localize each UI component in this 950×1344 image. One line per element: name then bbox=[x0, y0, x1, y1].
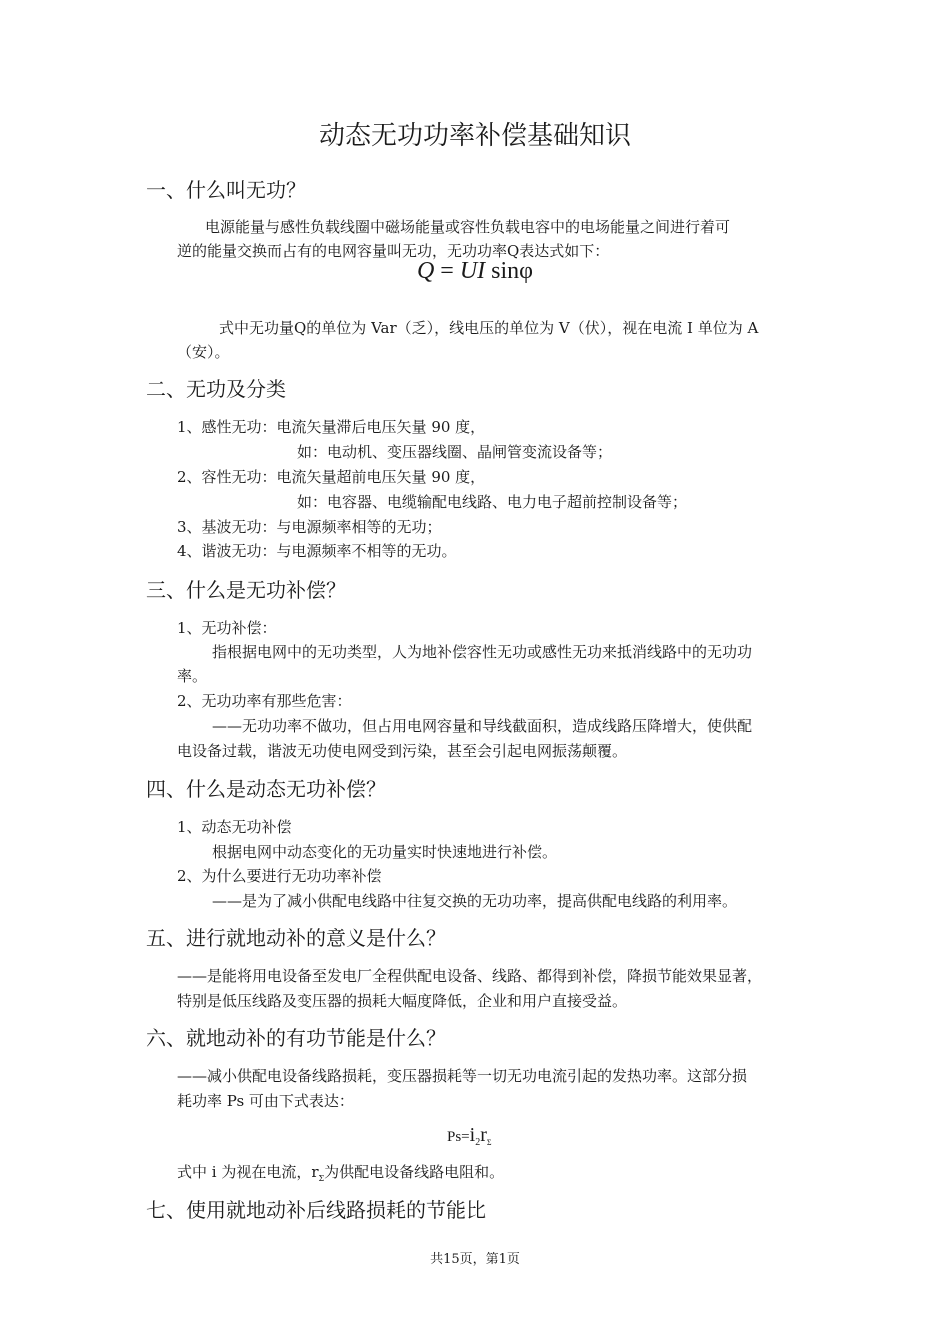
section-1-heading: 一、什么叫无功？ bbox=[146, 178, 306, 202]
harmonic-reactive-item: 4、谐波无功：与电源频率不相等的无功。 bbox=[177, 542, 457, 560]
formula-note-start: 式中 i 为视在电流，r bbox=[177, 1163, 319, 1181]
capacitive-reactive-item: 2、容性无功：电流矢量超前电压矢量 90 度， bbox=[177, 468, 486, 486]
fundamental-reactive-item: 3、基波无功：与电源频率相等的无功； bbox=[177, 518, 442, 536]
capacitive-reactive-examples: 如：电容器、电缆输配电线路、电力电子超前控制设备等； bbox=[297, 493, 688, 511]
section-2-heading: 二、无功及分类 bbox=[146, 377, 286, 401]
ps-r: r bbox=[480, 1124, 487, 1146]
formula-note bbox=[177, 1162, 504, 1189]
section-6-text-1: ——减小供配电设备线路损耗，变压器损耗等一切无功电流引起的发热功率。这部分损 bbox=[177, 1067, 748, 1085]
formula-equals: = bbox=[434, 258, 460, 284]
reactive-harm-text-2: 电设备过载，谐波无功使电网受到污染，甚至会引起电网振荡颠覆。 bbox=[177, 742, 628, 760]
inductive-reactive-item: 1、感性无功：电流矢量滞后电压矢量 90 度， bbox=[177, 418, 486, 436]
formula-note-end: 为供配电设备线路电阻和。 bbox=[324, 1163, 505, 1181]
ps-lhs: Ps= bbox=[447, 1129, 470, 1145]
reactive-power-formula bbox=[0, 258, 950, 285]
section-7-heading: 七、使用就地动补后线路损耗的节能比 bbox=[146, 1198, 486, 1222]
reactive-harm-text-1: ——无功功率不做功，但占用电网容量和导线截面积，造成线路压降增大，使供配 bbox=[212, 717, 753, 735]
section-1-paragraph-line-2: 逆的能量交换而占有的电网容量叫无功，无功功率Q表达式如下： bbox=[177, 242, 610, 260]
ps-exponent: 2 bbox=[475, 1137, 481, 1148]
page-footer: 共15页，第1页 bbox=[430, 1252, 520, 1267]
section-6-heading: 六、就地动补的有功节能是什么？ bbox=[146, 1026, 446, 1050]
section-6-text-2: 耗功率 Ps 可由下式表达： bbox=[177, 1092, 354, 1110]
formula-sin-phi: sinφ bbox=[485, 258, 534, 284]
why-compensation-item: 2、为什么要进行无功功率补偿 bbox=[177, 867, 382, 885]
inductive-reactive-examples: 如：电动机、变压器线圈、晶闸管变流设备等； bbox=[297, 443, 613, 461]
formula-ui: UI bbox=[459, 258, 486, 284]
page-title: 动态无功功率补偿基础知识 bbox=[318, 121, 631, 151]
section-3-heading: 三、什么是无功补偿？ bbox=[146, 578, 346, 602]
dynamic-compensation-item: 1、动态无功补偿 bbox=[177, 818, 292, 836]
reactive-compensation-text-2: 率。 bbox=[177, 667, 208, 685]
why-compensation-text: ——是为了减小供配电线路中往复交换的无功功率，提高供配电线路的利用率。 bbox=[212, 892, 738, 910]
section-1-units-line-1: 式中无功量Q的单位为 Var（乏），线电压的单位为 V（伏），视在电流 I 单位为 A bbox=[219, 319, 759, 337]
section-1-paragraph-line-1: 电源能量与感性负载线圈中磁场能量或容性负载电容中的电场能量之间进行着可 bbox=[205, 218, 731, 236]
ps-i: i bbox=[469, 1124, 476, 1146]
section-4-heading: 四、什么是动态无功补偿？ bbox=[146, 777, 386, 801]
ps-sigma: Σ bbox=[486, 1138, 492, 1147]
reactive-compensation-item: 1、无功补偿： bbox=[177, 619, 277, 637]
dynamic-compensation-text: 根据电网中动态变化的无功量实时快速地进行补偿。 bbox=[212, 843, 558, 861]
section-5-heading: 五、进行就地动补的意义是什么？ bbox=[146, 926, 446, 950]
power-loss-formula bbox=[447, 1124, 492, 1148]
section-1-units-line-2: （安）。 bbox=[177, 343, 230, 361]
section-5-text-1: ——是能将用电设备至发电厂全程供配电设备、线路、都得到补偿，降损节能效果显著， bbox=[177, 967, 763, 985]
reactive-compensation-text-1: 指根据电网中的无功类型，人为地补偿容性无功或感性无功来抵消线路中的无功功 bbox=[212, 643, 753, 661]
formula-note-sigma: Σ bbox=[318, 1174, 325, 1183]
reactive-harm-item: 2、无功功率有那些危害： bbox=[177, 692, 352, 710]
section-5-text-2: 特别是低压线路及变压器的损耗大幅度降低，企业和用户直接受益。 bbox=[177, 992, 628, 1010]
formula-q: Q bbox=[416, 258, 435, 284]
